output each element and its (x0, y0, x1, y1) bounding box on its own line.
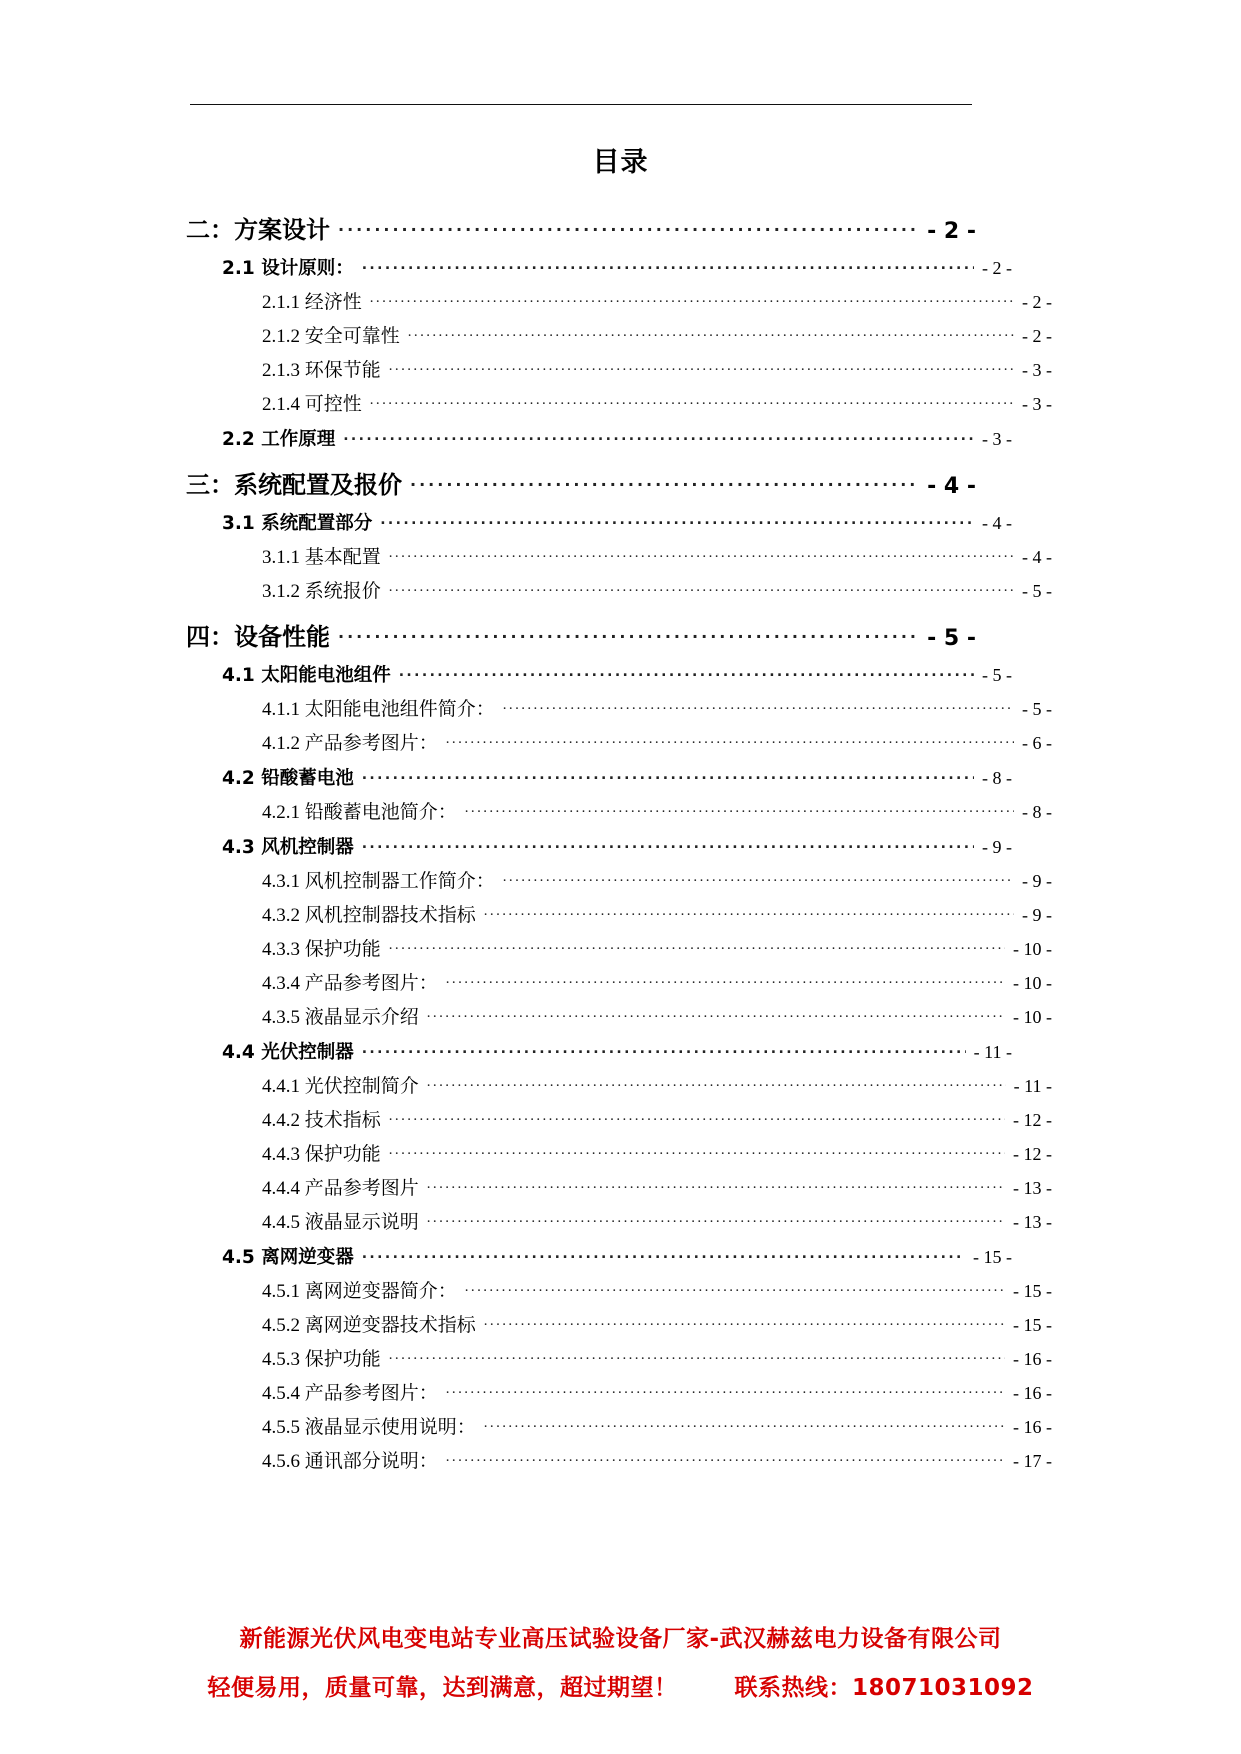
toc-leader-dots (446, 970, 1005, 989)
toc-entry-label: 4.5.2 离网逆变器技术指标 (262, 1315, 476, 1336)
toc-entry-page: - 9 - (1022, 905, 1052, 925)
toc-leader-dots (465, 799, 1014, 818)
toc-leader-dots (427, 1209, 1005, 1228)
page-title: 目录 (592, 147, 649, 178)
toc-entry-page: - 8 - (982, 768, 1012, 788)
toc-entry-page: - 5 - (982, 665, 1012, 685)
toc-entry-label: 4.5.3 保护功能 (262, 1349, 381, 1370)
toc-entry-page: - 10 - (1013, 939, 1052, 959)
toc-entry-label: 4.1.1 太阳能电池组件简介： (262, 699, 495, 720)
toc-entry[interactable] (186, 321, 1052, 348)
toc-entry-label: 三：系统配置及报价 (186, 471, 402, 499)
toc-leader-dots (362, 766, 974, 785)
toc-leader-dots (389, 578, 1014, 597)
toc-entry[interactable] (186, 1071, 1052, 1098)
toc-entry[interactable] (186, 1412, 1052, 1439)
toc-entry[interactable] (186, 542, 1052, 569)
toc-entry-page: - 17 - (1013, 1451, 1052, 1471)
toc-entry[interactable] (186, 509, 1012, 535)
toc-entry-label: 4.3.2 风机控制器技术指标 (262, 905, 476, 926)
footer-slogan-line (0, 1669, 1241, 1702)
toc-entry[interactable] (186, 1344, 1052, 1371)
toc-entry-label: 4.3.3 保护功能 (262, 939, 381, 960)
toc-leader-dots (338, 214, 919, 238)
toc-entry-page: - 11 - (973, 1042, 1012, 1062)
toc-entry-label: 4.3.4 产品参考图片： (262, 973, 438, 994)
toc-entry[interactable] (186, 900, 1052, 927)
toc-entry-page: - 2 - (927, 219, 976, 244)
toc-leader-dots (362, 1245, 965, 1264)
toc-entry[interactable] (186, 1173, 1052, 1200)
toc-entry-label: 二：方案设计 (186, 216, 330, 244)
toc-entry[interactable] (186, 1002, 1052, 1029)
toc-entry[interactable] (186, 1038, 1012, 1064)
toc-leader-dots (370, 391, 1014, 410)
toc-entry-label: 4.4.2 技术指标 (262, 1110, 381, 1131)
toc-leader-dots (465, 1278, 1005, 1297)
toc-leader-dots (484, 1312, 1005, 1331)
toc-entry-label: 四：设备性能 (186, 623, 330, 651)
toc-entry[interactable] (186, 254, 1012, 280)
toc-leader-dots (389, 1107, 1005, 1126)
toc-leader-dots (343, 427, 974, 446)
toc-leader-dots (389, 544, 1014, 563)
toc-leader-dots (362, 256, 974, 275)
toc-entry-label: 4.1.2 产品参考图片： (262, 733, 438, 754)
toc-entry[interactable] (186, 661, 1012, 687)
toc-entry[interactable] (186, 694, 1052, 721)
toc-entry[interactable] (186, 797, 1052, 824)
toc-entry-page: - 13 - (1013, 1212, 1052, 1232)
toc-entry-page: - 3 - (1022, 394, 1052, 414)
toc-leader-dots (503, 868, 1014, 887)
table-of-contents (186, 196, 1052, 1475)
toc-entry-label: 2.1 设计原则： (222, 258, 354, 279)
toc-leader-dots (446, 1448, 1005, 1467)
toc-entry[interactable] (186, 1105, 1052, 1132)
toc-entry[interactable] (186, 210, 976, 245)
toc-entry[interactable] (186, 1139, 1052, 1166)
toc-leader-dots (503, 696, 1014, 715)
toc-entry[interactable] (186, 617, 976, 652)
toc-entry[interactable] (186, 764, 1012, 790)
toc-entry-label: 4.5.6 通讯部分说明： (262, 1451, 438, 1472)
toc-entry-page: - 4 - (1022, 547, 1052, 567)
toc-leader-dots (427, 1175, 1005, 1194)
toc-leader-dots (427, 1073, 1006, 1092)
toc-entry-page: - 9 - (1022, 871, 1052, 891)
toc-entry-label: 4.3 风机控制器 (222, 837, 354, 858)
toc-entry[interactable] (186, 465, 976, 500)
toc-entry-page: - 13 - (1013, 1178, 1052, 1198)
toc-entry[interactable] (186, 1207, 1052, 1234)
toc-entry-label: 4.2.1 铅酸蓄电池简介： (262, 802, 457, 823)
toc-entry-label: 4.3.5 液晶显示介绍 (262, 1007, 419, 1028)
toc-entry[interactable] (186, 355, 1052, 382)
toc-entry-label: 4.4 光伏控制器 (222, 1042, 354, 1063)
toc-leader-dots (399, 663, 974, 682)
toc-leader-dots (362, 1040, 966, 1059)
toc-entry-page: - 2 - (1022, 292, 1052, 312)
toc-entry-page: - 12 - (1013, 1144, 1052, 1164)
header-rule (190, 104, 972, 105)
toc-entry-page: - 9 - (982, 837, 1012, 857)
toc-entry-label: 2.1.4 可控性 (262, 394, 362, 415)
toc-entry[interactable] (186, 968, 1052, 995)
footer-slogan: 轻便易用，质量可靠，达到满意，超过期望！ (207, 1675, 678, 1701)
toc-entry-label: 2.1.1 经济性 (262, 292, 362, 313)
toc-entry-label: 4.5.4 产品参考图片： (262, 1383, 438, 1404)
toc-entry-page: - 2 - (1022, 326, 1052, 346)
toc-entry-label: 4.5 离网逆变器 (222, 1247, 354, 1268)
toc-entry-label: 4.4.3 保护功能 (262, 1144, 381, 1165)
toc-entry[interactable] (186, 1446, 1052, 1473)
toc-entry-page: - 4 - (982, 513, 1012, 533)
toc-entry-label: 4.5.1 离网逆变器简介： (262, 1281, 457, 1302)
toc-entry-page: - 10 - (1013, 1007, 1052, 1027)
toc-leader-dots (484, 902, 1014, 921)
toc-leader-dots (408, 323, 1014, 342)
toc-entry-page: - 5 - (1022, 581, 1052, 601)
toc-entry-page: - 15 - (1013, 1281, 1052, 1301)
toc-entry-label: 4.4.4 产品参考图片 (262, 1178, 419, 1199)
toc-entry-page: - 6 - (1022, 733, 1052, 753)
footer-hotline: 联系热线：18071031092 (734, 1675, 1034, 1701)
toc-entry-page: - 16 - (1013, 1417, 1052, 1437)
toc-entry[interactable] (186, 576, 1052, 603)
toc-entry[interactable] (186, 287, 1052, 314)
toc-entry[interactable] (186, 1310, 1052, 1337)
toc-entry-label: 3.1 系统配置部分 (222, 513, 373, 534)
footer-company-line: 新能源光伏风电变电站专业高压试验设备厂家-武汉赫兹电力设备有限公司 (239, 1626, 1002, 1652)
toc-leader-dots (427, 1004, 1005, 1023)
toc-entry-label: 4.4.1 光伏控制简介 (262, 1076, 419, 1097)
toc-entry-label: 3.1.2 系统报价 (262, 581, 381, 602)
toc-entry-label: 4.3.1 风机控制器工作简介： (262, 871, 495, 892)
toc-entry-label: 4.4.5 液晶显示说明 (262, 1212, 419, 1233)
page-footer (0, 1620, 1241, 1702)
toc-entry-label: 4.5.5 液晶显示使用说明： (262, 1417, 476, 1438)
toc-entry-page: - 3 - (1022, 360, 1052, 380)
toc-entry[interactable] (186, 425, 1012, 451)
toc-leader-dots (389, 936, 1005, 955)
toc-entry-page: - 5 - (1022, 699, 1052, 719)
toc-entry-page: - 16 - (1013, 1383, 1052, 1403)
toc-entry-page: - 5 - (927, 626, 976, 651)
toc-entry-page: - 15 - (973, 1247, 1012, 1267)
toc-entry-page: - 15 - (1013, 1315, 1052, 1335)
toc-entry-page: - 4 - (927, 474, 976, 499)
toc-entry-label: 2.1.3 环保节能 (262, 360, 381, 381)
toc-entry-label: 2.2 工作原理 (222, 429, 336, 450)
toc-leader-dots (484, 1414, 1005, 1433)
toc-entry-page: - 16 - (1013, 1349, 1052, 1369)
toc-entry[interactable] (186, 866, 1052, 893)
toc-entry[interactable] (186, 1378, 1052, 1405)
toc-leader-dots (389, 357, 1014, 376)
toc-entry-page: - 10 - (1013, 973, 1052, 993)
toc-leader-dots (410, 469, 919, 493)
toc-entry-label: 4.2 铅酸蓄电池 (222, 768, 354, 789)
toc-entry-page: - 3 - (982, 429, 1012, 449)
toc-entry-page: - 2 - (982, 258, 1012, 278)
toc-leader-dots (370, 289, 1014, 308)
toc-leader-dots (446, 1380, 1005, 1399)
toc-entry-label: 2.1.2 安全可靠性 (262, 326, 400, 347)
toc-leader-dots (338, 621, 919, 645)
toc-entry[interactable] (186, 934, 1052, 961)
toc-entry[interactable] (186, 1276, 1052, 1303)
toc-entry-page: - 12 - (1013, 1110, 1052, 1130)
toc-leader-dots (389, 1346, 1005, 1365)
toc-leader-dots (380, 511, 974, 530)
toc-entry[interactable] (186, 833, 1012, 859)
toc-leader-dots (389, 1141, 1005, 1160)
toc-entry[interactable] (186, 1243, 1012, 1269)
toc-entry-page: - 8 - (1022, 802, 1052, 822)
toc-entry[interactable] (186, 728, 1052, 755)
toc-leader-dots (446, 730, 1014, 749)
toc-leader-dots (362, 835, 974, 854)
toc-entry-label: 3.1.1 基本配置 (262, 547, 381, 568)
toc-entry[interactable] (186, 389, 1052, 416)
toc-entry-page: - 11 - (1013, 1076, 1052, 1096)
toc-entry-label: 4.1 太阳能电池组件 (222, 665, 391, 686)
